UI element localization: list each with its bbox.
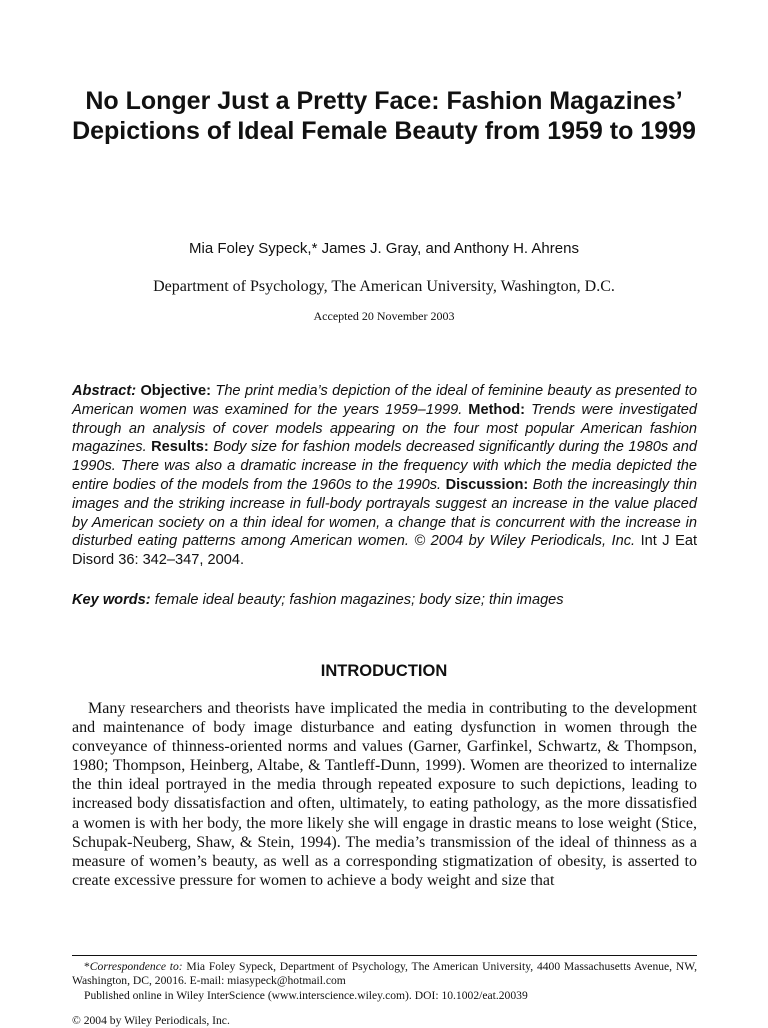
keywords <box>72 591 697 610</box>
footnote-marker: * <box>84 960 90 973</box>
method-text: Trends were investigated through an analysis of cover models appearing on the four most popular American fashion magazines. <box>72 401 698 456</box>
section-heading-introduction: INTRODUCTION <box>320 662 448 680</box>
abstract-label: Abstract: <box>72 383 137 399</box>
abstract <box>72 382 697 570</box>
journal-citation: Int J Eat Disord 36: 342–347, 2004. <box>72 533 697 569</box>
abstract-copyright: © 2004 by Wiley Periodicals, Inc. <box>414 533 636 550</box>
paper-title: No Longer Just a Pretty Face: Fashion Magazines’ Depictions of Ideal Female Beauty from 1959 to 1999 <box>72 87 696 145</box>
published-online-note: Published online in Wiley InterScience (www.interscience.wiley.com). DOI: 10.1002/eat.20039 <box>84 989 528 1002</box>
footnote-label: Correspondence to: <box>89 960 183 973</box>
author-list: Mia Foley Sypeck,* James J. Gray, and Anthony H. Ahrens <box>189 240 579 257</box>
discussion-label: Discussion: <box>445 476 529 493</box>
page-copyright: © 2004 by Wiley Periodicals, Inc. <box>72 1014 230 1027</box>
affiliation: Department of Psychology, The American University, Washington, D.C. <box>153 278 615 295</box>
correspondence-footnote <box>72 960 697 989</box>
discussion-text: Both the increasingly thin images and the striking increase in full-body portrayals suggest an increase in the value placed by American society on a thin ideal for women, a change that is concurrent with the increase in disturbed eating patterns among American women. <box>72 476 698 550</box>
footnote-text: Mia Foley Sypeck, Department of Psychology, The American University, 4400 Massachusetts Avenue, NW, Washington, DC, 20016. E-mail: miasypeck@hotmail.com <box>72 960 697 988</box>
objective-label: Objective: <box>140 383 212 399</box>
accepted-date: Accepted 20 November 2003 <box>313 309 455 323</box>
footnote-divider <box>72 955 697 956</box>
keywords-label: Key words: <box>72 592 151 608</box>
keywords-text: female ideal beauty; fashion magazines; body size; thin images <box>154 592 564 608</box>
introduction-paragraph: Many researchers and theorists have implicated the media in contributing to the development and maintenance of body image disturbance and eating dysfunction in women through the conveyance of thinness-oriented norms and values (Garner, Garfinkel, Schwartz, & Thompson, 1980; Thompson, Heinberg, Altabe, & Tantleff-Dunn, 1999). Women are theorized to internalize the thin ideal portrayed in the media through repeated exposure to such depictions, leading to increased body dissatisfaction and often, ultimately, to eating pathology, as the more dissatisfied a women is with her body, the more likely she will engage in drastic means to lose weight (Stice, Schupak-Neuberg, Shaw, & Stein, 1994). The media’s transmission of the ideal of thinness as a measure of women’s beauty, as well as a corresponding stigmatization of obesity, is asserted to create excessive pressure for women to achieve a body weight and size that <box>72 700 697 889</box>
results-text: Body size for fashion models decreased significantly during the 1980s and 1990s. There was also a dramatic increase in the frequency with which the media depicted the entire bodies of the models from the 1960s to the 1990s. <box>72 439 698 493</box>
method-label: Method: <box>468 401 526 418</box>
objective-text: The print media’s depiction of the ideal of feminine beauty as presented to American women was examined for the years 1959–1999. <box>72 383 697 418</box>
results-label: Results: <box>151 439 209 456</box>
